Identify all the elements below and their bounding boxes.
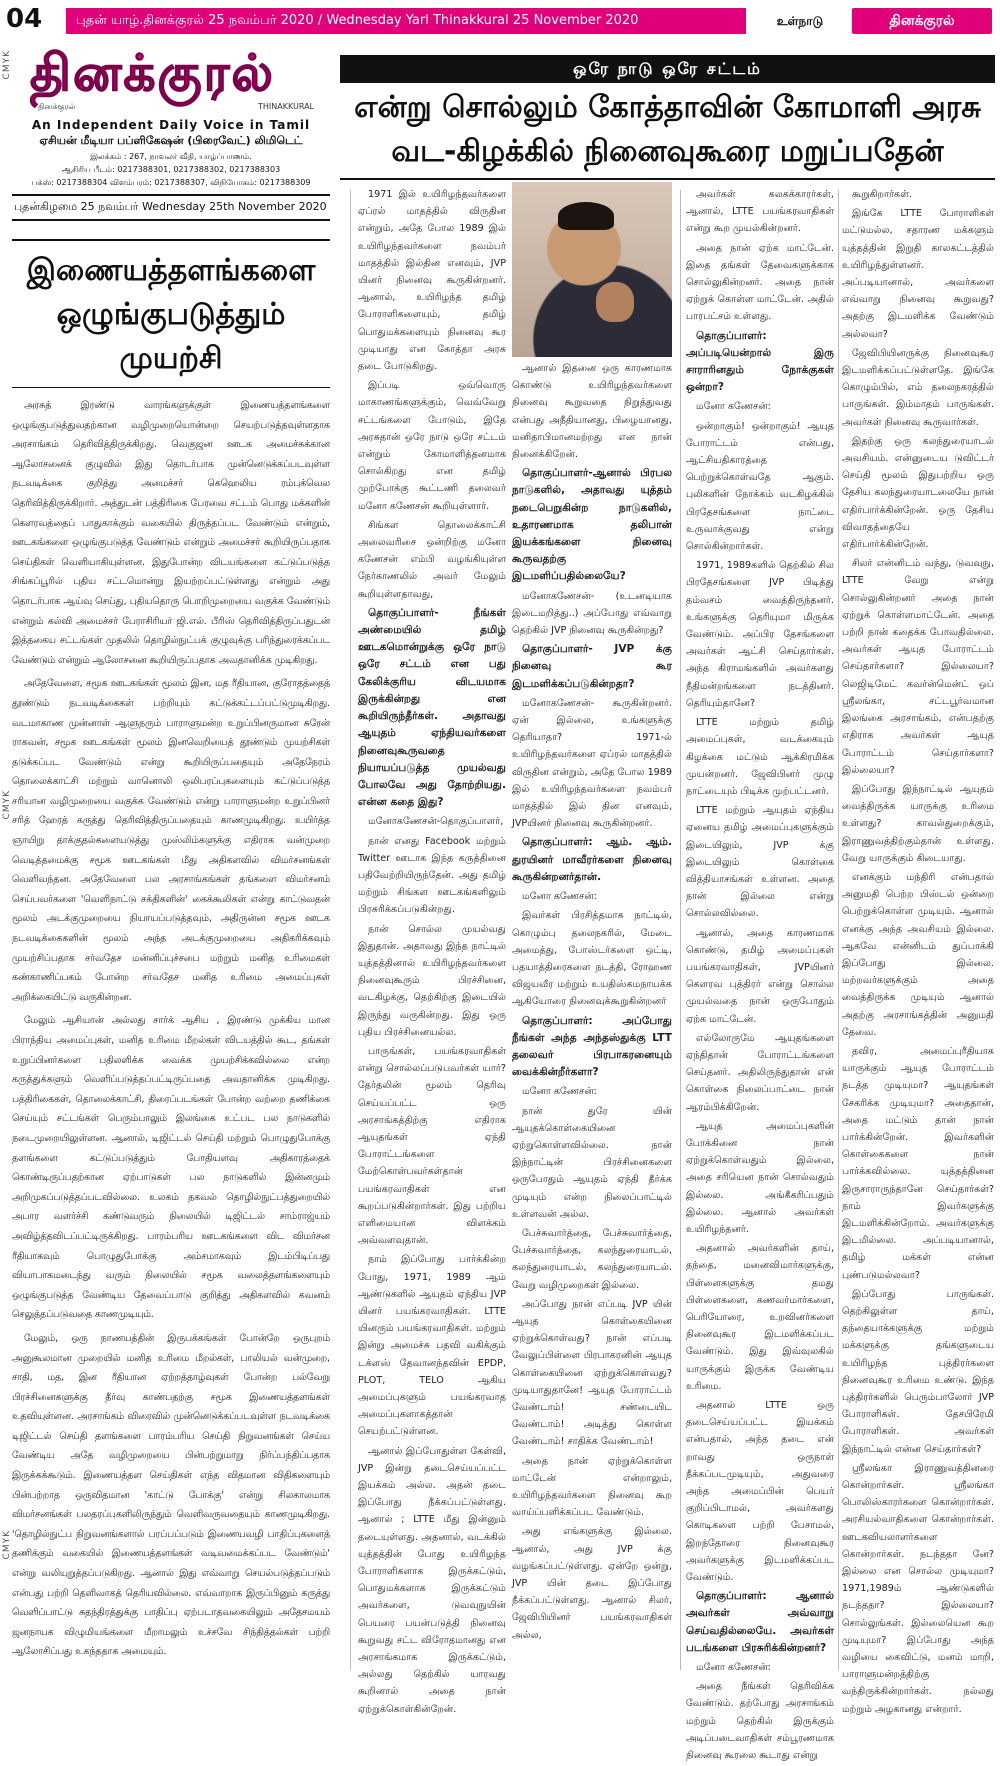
article-column-2 bbox=[512, 360, 672, 1646]
page-number: 04 bbox=[6, 4, 43, 34]
article-paragraph: LTTE மற்றும் தமிழ் அமைப்புகள், வடக்கையும் கிழக்கை மட்டும் ஆக்கிரமிக்க முயன்றனர். ஜேவிபினர் முழு நாட்டையும் பிடிக்க முற்பட்டனர். bbox=[686, 717, 834, 797]
speaker-label: மனோகணேசன்- (உடனடியாக இடைமறித்து..) அப்போது எவ்வாறு தெற்கில் JVP நினைவு கூருகின்றது? bbox=[512, 590, 672, 637]
article-paragraph: எல்லோருமே ஆயுதங்களை ஏந்திதான் போராட்டங்களை செய்தனர். அதிலிருந்துதான் என் கொள்கை நிலைப்பாட்டை நான் ஆரம்பிக்கிறேன். bbox=[686, 1032, 834, 1113]
interview-question: தொகுப்பாளர்: அப்படியென்றால் இரு சாராரினதும் நோக்குகள் ஒன்றா? bbox=[686, 329, 834, 394]
article-paragraph: இப்போது பாருங்கள். தெற்கிலுள்ள தாய், தந்தையாக்களுக்கு மற்றும் மக்களுக்கு தங்களுடைய உயிரிழந்த புத்திரர்களை நினைவுகூர உரிமை உண்டு. இந்த புத்திரர்களில் பெரும்பாலோர் JVP போராளிகள். தேசபிரேமி போராளிகள். அவர்கள் இந்நாட்டில் என்ன செய்தார்கள்? bbox=[842, 1288, 994, 1455]
article-paragraph: ஜேவிபியினருக்கு நினைவுகூர இடமளிக்கப்பட்டுள்ளதே. இங்கே கொழும்பில், எம் தலைநகரத்தில் பாருங்கள். இம்மாதம் பாருங்கள். அவர்கள் நினைவு கூருவார்கள். bbox=[842, 347, 994, 428]
article-paragraph: ஸ்ரீலங்கா இராணுவத்தினரை கொன்றார்கள். ஸ்ரீலங்கா பொலிஸ்காரர்களை கொன்றார்கள். அரசியல்வாதிகளை கொன்றார்கள். ஊடகவியலாளர்களை கொன்றார்கள். நடந்ததா னே? இல்லை என சொல்ல முடியுமா? 1971,1989ம் ஆண்டுகளில் நடந்ததா? இல்லையா? சொல்லுங்கள். இல்லையென கூற முடியுமா? இப்போது அந்த வழியை கைவிட்டு, மனம் மாறி, பாராளுமன்றத்திற்கு வந்திருக்கின்றார்கள். நல்லது மற்றும் அழகானது என்றார். bbox=[842, 1462, 994, 1715]
article-paragraph: LTTE மற்றும் ஆயுதம் ஏந்திய ஏனைய தமிழ் அமைப்புகளுக்கும் இடையிலும், JVP க்கு இடையிலும் கொள்கை வித்தியாசங்கள் உள்ளன. அதை நான் இல்லை என்று சொல்லவில்லை. bbox=[686, 805, 834, 920]
article-paragraph: அதை நான் ஏற்க மாட்டேன். இதை தங்கள் தேவைகளுக்காக சொல்லுகின்றனர். அதை நான் ஏற்றுக் கொள்ள மாட்டேன். அதில் பாரபட்சம் உள்ளது. bbox=[686, 242, 834, 323]
article-paragraph: அவர்கள் கலகக்காரர்கள், ஆனால், LTTE பயங்கரவாதிகள் என்று கூற முயல்கின்றனர். bbox=[686, 189, 834, 235]
article-paragraph: அது எங்களுக்கு இல்லை. ஆனால், அது JVP க்கு வழங்கப்பட்டுள்ளது. ஏன்றே ஒன்று, JVP யின் தடை இப்போது நீக்கப்பட்டுள்ளது. ஆனால் சிலர், ஜேவிபியினர் பயங்கரவாதிகள் அல்ல, bbox=[512, 1526, 672, 1641]
article-paragraph: நான் சொல்ல முயல்வது இதுதான். அதாவது இந்த நாட்டில் யுத்தத்தினால் உயிரிழந்தவர்களை நினைவுகூரும் பிரச்சினை, வடகிழக்கு, தெற்கிற்கு இடையில் இருந்து வருகின்றது. இது ஒரு புதிய பிரச்சினையல்ல. bbox=[358, 923, 506, 1038]
publisher-address: இலக்கம் : 267, நாவலர் வீதி, யாழ்ப்பாணம். bbox=[90, 152, 252, 161]
article-paragraph: ஆயுத அமைப்புகளின் போக்கினை நான் ஏற்றுக்கொள்வதும் இல்லை, அதை சரியென நான் சொல்வதும் இல்லை. அங்கீகரிப்பதும் இல்லை. ஆனால் அவர்கள் உயிரிழந்தனர். bbox=[686, 1120, 834, 1235]
article-paragraph: 1971 இல் உயிரிழந்தவர்களை ஏப்ரல் மாதத்தில் விருதின என்றும், அதே போல 1989 இல் உயிரிழந்தவர்களை நவம்பர் மாதத்தில் இல்தின எனவும், JVP யினர் நினைவு கூருகின்றனர். ஆனால், உயிரிழந்த தமிழ் போராளிகளையும், தமிழ் பொதுமக்களையும் நினைவு கூர முடியாது என கோத்தா அரசு தடை போடுகிறது. bbox=[358, 189, 506, 373]
column-rule bbox=[680, 190, 681, 1670]
interview-question: தொகுப்பாளர்- JVP க்கு நினைவு கூர இடமளிக்கப்படுகின்றதா? bbox=[512, 643, 672, 690]
publisher-phone: ஆசிரிய பீடம்: 0217388301, 0217388302, 0217388303 bbox=[61, 165, 281, 174]
article-paragraph: 1971, 1989களில் தெற்கில் சில பிரதேசங்களை JVP பிடித்து தம்வசம் வைத்திருந்தனர். உங்களுக்கு தெரியுமா மிருக்க வேண்டும். அப்பிர தேசங்களை அவர்கள் ஆட்சி செய்தார்கள். அந்த கிராமங்களில் அவர்களது நீதிமன்றங்களை நடத்தினர். தெரியும்தானே? bbox=[686, 560, 834, 709]
masthead-logo-small: தினக்குரல் bbox=[38, 102, 76, 111]
article-photo bbox=[512, 182, 672, 357]
editorial-paragraph: அதேவேளை, சமூக ஊடகங்கள் மூலம் இன, மத ரீதியான, குரோதத்தைத் தூண்டும் நடவடிக்கைகள் பற்றியும் கட்டுக்கட்டப்பட்டுமுடிகிறது. வடமாகாண முன்னாள் ஆளுநரும் பாராளுமன்ற உறுப்பினருமான சுரேன் ராகவன், சமூக ஊடகங்கள் மூலம் இனவெறியைத் தூண்டும் முயற்சிகள் தடுக்கப்பட வேண்டும் என்று கூறியிருப்பதையும் அதேநேரம் தொலைக்காட்சி மற்றும் வானொலி ஒலிபரப்புகளையும் கட்டுப்படுத்த சரியான வழிமுறையை வகுக்க வேண்டும் என்று பாராளுமன்ற உறுப்பினர் சரித் ஹேரத் கருத்து தெரிவித்திருப்பதையும் காணமுடிகிறது. உயிர்த்த ஞாயிறு தாக்குதல்களையடுத்து முஸ்லிம்களுக்கு எதிராக வன்முறை வெடித்தமைக்கு சமூக ஊடகங்கள் மீது அதிகளவில் விமர்சனங்கள் வெளிவந்தன. அதேவேளை பல அரசாங்கங்கள் தங்களை விமர்சனம் செய்பவர்களை 'வெளிநாட்டு சக்திகளின்' கைக்கூலிகள் என்று காட்டுவதன் மூலம் அடக்குமுறையை நியாயப்படுத்தவும், அதிருன்ன சமூக ஊடக நடவடிக்கைகளின் மூலம் அந்த அடக்குமுறையை அதிகரிக்கவும் முயற்சிப்பதாக சர்வதேச மன்னிப்புச்சபை மற்றும் மனித உரிமைகள் கண்காணிப்பகம் போன்ற சர்வதேச மனித உரிமை அமைப்புகள் அறிக்கையிட்டு வருகின்றன. bbox=[12, 678, 330, 1003]
article-paragraph: அதை நீங்கள் தெரிவிக்க வேண்டும். தற்போது அரசாங்கம் மற்றும் தெற்கில் இருக்கும் அடிப்படைவாதிகள் சம்பூரணமாக நினைவு கூரலை கூடாது என்று bbox=[686, 1681, 834, 1762]
section-label: உள்நாடு bbox=[776, 14, 824, 28]
article-paragraph: இங்கே LTTE போராளிகள் மட்டுமல்ல, சதாரண மக்களும் யுத்தத்தின் இறுதி காலகட்டத்தில் உயிரிழந்துள்ளனர். அப்படியானால், அவர்களை எவ்வாறு நினைவு கூறுவது? அதற்கு இடமளிக்க வேண்டும் அல்லவா? bbox=[842, 208, 994, 340]
article-column-3 bbox=[686, 186, 834, 1766]
interview-question: தொகுப்பாளர்: ஆனால் அவர்கள் அவ்வாறு செய்வதில்லையே. அவர்கள் படங்களை பிரசுரிக்கின்றனர்? bbox=[686, 1590, 834, 1654]
divider bbox=[340, 178, 995, 180]
article-paragraph: ஆனால், அதை காரணமாக கொண்டு, தமிழ் அமைப்புகள் பயங்கரவாதிகள், JVPயினர் கௌரவ புத்திரர் என்று சொல்ல முயல்வதை நான் ஒருபோதும் ஏற்க மாட்டேன். bbox=[686, 927, 834, 1025]
article-paragraph: சிலர் என்னிடம் வந்து, டுவவுநு, LTTE வேறு என்று சொல்லுகின்றனர் அதை நான் ஏற்றுக் கொள்ளமாட்டேன். அதை பற்றி நான் கதைக்க போவதில்லை. அவர்கள் ஆயுத போராட்டம் செய்தார்களா? இல்லையா? லெஜிடிமேட் கவர்ன்மென்ட் ஒப் ஸ்ரீலங்கா, சட்டபூர்வமான இலங்கை அரசாங்கம், என்பதற்கு எதிராக அவர்கள் ஆயுத போராட்டம் செய்தார்களா? இல்லையா? bbox=[842, 558, 994, 776]
publisher-fax: பக்ஸ்: 0217388304 விளம்பரம்: 0217388307, விநியோகம்: 0217388309 bbox=[31, 178, 311, 187]
interview-question: தொகுப்பாளர்-ஆனால் பிரபல நாடுகளில், அதாவது யுத்தம் நடைபெறுகின்ற நாடுகளில், உதாரணமாக தலிபான் இயக்கங்களை நினைவு கூருவதற்கு இடமளிப்பதில்லையே? bbox=[512, 467, 672, 583]
article-paragraph: அப்போது நான் எப்படி JVP யின் ஆயுத கொள்கையினை ஏற்றுக்கொள்வது? நான் எப்படி வேலுப்பிள்ளை பிரபாகரனின் ஆயுத கொள்கையினை ஏற்றுக்கொள்வது? முடியாதுதானே! ஆயுத போராட்டம் வேண்டாம்! சண்டையிட வேண்டாம்! அடித்து கொள்ள வேண்டாம்! சாதிக்க வேண்டாம்! bbox=[512, 1298, 672, 1448]
article-paragraph: ஒன்றாகும்! ஒன்றாகும்! ஆயுத போராட்டம் என்பது, ஆட்சியதிகாரத்தை பெற்றுக்கொள்வதே ஆகும். புலிகளின் நோக்கம் வடகிழக்கில் பிரதேசங்களை நாட்டை உருவாக்குவது என்று சொல்கின்றார்கள். bbox=[686, 420, 834, 553]
column-rule bbox=[350, 190, 351, 1670]
editorial-headline-line-2: ஒழுங்குபடுத்தும் முயற்சி bbox=[56, 297, 286, 376]
editorial-paragraph: மேலும் ஆசியான் அல்லது சார்க் ஆசிய , இரண்டு முக்கிய மான பிராந்திய அமைப்புகள், மனித உரிமை மீறல்கள் விடயத்தில் கூட, தங்கள் உறுப்பினர்களை பதிலளிக்க வைக்க முயற்சிக்கவில்லை என்ற கருத்துக்களும் வெளிப்படுத்தப்பட்டிருப்பதை அவதானிக்க முடிகிறது. பத்திரிகைகள், தொலைக்காட்சி, திரைப்படங்கள் போன்ற வற்றை தணிக்கை செய்யும் சட்டங்கள் பெரும்பாலும் இலங்கை உட்பட பல நாடுகளில் நடைமுறையிலுள்ளன. ஆனால், டிஜிட்டல் செய்தி மற்றும் பொழுதுபோக்கு தளங்களை கட்டுப்படுத்தும் போதியளவு அதிகாரத்தைக் கொண்டிருப்பதற்கான ஏற்பாடுகள் பல நாடுகளில் இன்னமும் அறிமுகப்படுத்தப்படவில்லை. உலகம் தகவல் தொழில்நுட்பத்துறையில் அபார வளர்ச்சி கண்டுவரும் நிலையில் டிஜிட்டல் சாம்ராஜ்யம் அவிழ்த்தவிடப்பட்டிருக்கிறது. பாரம்பரிய ஊடகங்களை விட விமர்சன ரீதியாகவும் பொழுதுபோக்கு அம்சமாகவும் இடம்பிடிப்பது வியாபாகமடைந்து வரும் நிலையில் சமூக வலைத்தளங்களையும் ஒழுங்குபடுத்த வேண்டிய தேவைப்பாடு குறித்து அதிகளவில் கவனம் செலுத்தப்படுவதை காணமுடியும். bbox=[12, 1015, 330, 1321]
editorial-paragraph: அரசுத் இரண்டு வாரங்களுக்குள் இணையத்தளங்களை ஒழுங்குபடுத்துவதற்கான வழிமுறையொன்றை செயற்படுத்தவுள்ளதாக அரசாங்கம் தெரிவித்திருக்கிறது. வெகுஜன ஊடக அமைச்சுக்கான ஆலோசனைக் குழுவில் இது தொடர்பாக முன்னெடுக்கப்படவுள்ள நடவடிக்கை குறித்து அமைச்சர் கெஹெலிய ரம்புக்வெல தெரிவித்திருக்கிறார். அத்துடன் பத்திரிகை பேரவை சட்டம் பொது மக்களின் கௌரவத்தைப் பாதுகாக்கும் வகையில் திருத்தப்பட வேண்டும் என்றும், ஊடகங்களை ஒழுங்குபடுத்த வேண்டும் என்றும் அமைச்சர் கூறியிருப்பதாக செய்திகள் வெளியாகியுள்ளன. இதுபோன்ற விடயங்களை கட்டுப்படுத்த சிங்கப்பூரில் புதிய சட்டமொன்று இயற்றப்பட்டுள்ளது என்றும் அது தொடர்பாக ஆய்வு செய்து, புதியதொரு பொறிமுறையை வகுக்க வேண்டும் என்றும் கல்வி அமைச்சர் பேராசிரியர் ஜி.எல். பீரிஸ் தெரிவித்திருப்பதுடன் இத்தகைய சட்டங்கள் முதலில் தொழில்நுட்பக் குழுவுக்கு பரிந்துரைக்கப்பட வேண்டும் என்றும் ஆலோசனை கூறியிருப்பதாக அவதானிக்க முடிகிறது. bbox=[12, 400, 330, 666]
cmyk-mark: CMYK bbox=[2, 790, 12, 820]
publisher-name: ஏசியன் மீடியா பப்ளிகேஷன் (பிரைவேட்) லிமிடெட் bbox=[39, 134, 303, 147]
speaker-label: மனோ கணேசன்: bbox=[696, 1662, 771, 1674]
article-paragraph: பேச்சுவார்த்தை, பேச்சுவார்த்தை, பேச்சுவார்த்தை, கலந்துரையாடல், கலந்துரையாடல், கலந்துரையாடல். வேறு வழிமுறைகள் இல்லை. bbox=[512, 1227, 672, 1291]
article-paragraph: இப்படி ஒவ்வொரு மாகாணங்களுக்கும், வெவ்வேறு சட்டங்களை போடும், இதே அரசுதான் ஒரே நாடு ஒரே சட்டம் என்றும் கோமாளித்தனமாக சொல்கிறது என தமிழ் முற்போக்கு கூட்டணி தலைவர் மனோ கணேசன் கூறியுள்ளார். bbox=[358, 380, 506, 512]
article-paragraph: அதை நான் ஏற்றுக்கொள்ள மாட்டேன் என்றாலும், உயிரிழந்தவர்களை நினைவு கூற வாய்ப்பளிக்கப்பட வேண்டும். bbox=[512, 1455, 672, 1519]
article-paragraph: அதனால் LTTE ஒரு தடைசெய்யப்பட்ட இயக்கம் என்பதால், அந்த தடை என் றாவது ஒருநாள் நீக்கப்படமுடியும், அதுவரை அந்த அமைப்பின் பெயர் குறிப்பிடாமல், அவர்களது கொடிகளை பற்றி பேசாமல், இறந்தோரை நினைவுகூர அவர்களுக்கு இடமளிக்கப்பட வேண்டும். bbox=[686, 1400, 834, 1584]
masthead-tagline: An Independent Daily Voice in Tamil bbox=[31, 118, 311, 132]
interview-question: தொகுப்பாளர்: ஆம். ஆம். துரயினர் மாவீரர்களை நினைவு கூருகின்றனர்தான். bbox=[512, 836, 672, 883]
speaker-label: மனோகணேசன்-தொகுப்பாளர், bbox=[368, 816, 504, 828]
article-paragraph: நாம் இப்போது பார்க்கின்ற போது, 1971, 1989 ஆம் ஆண்டுகளில் ஆயுதம் ஏந்திய JVP யினர் பயங்கரவாதிகள். LTTE யினரும் பயங்கரவாதிகள். மற்றும் இன்று அமைச்சு பதவி வகிக்கும் டக்ளஸ் தேவானந்தவின் EPDP, PLOT, TELO ஆகிய அமைப்புகளும் பயங்கரவாத அமைப்புகளாகத்தான் செயற்பட்டுள்ளன. bbox=[358, 1254, 506, 1438]
article-paragraph: இவர்கள் பிரசித்தமாக நாட்டில், கொழும்பு தலைநகரில், மேடை அமைத்து, போஸ்டர்களை ஒட்டி, பதயாத்திரைகளை நடத்தி, ரோஹண விஜயவீர மற்றும் உயதிஸ்கமநாயக்க ஆகியோரை நினைவுக்கூறுகின்றனர் bbox=[512, 910, 672, 1008]
article-paragraph: ஆனால் இப்போதுள்ள கேள்வி, JVP இன்று தடைசெய்யப்பட்ட இயக்கம் அல்ல. அதன் தடை இப்போது நீக்கப்பட்டுள்ளது. ஆனால் ; LTTE மீது இன்னும் தடையுள்ளது. அதனால், வடக்கில் யுத்தத்தின் போது உயிரிழந்த போராளிகளாக இருக்கட்டும், பொதுமக்களாக இருக்கட்டும் அவர்களை, டுவவுநுயின் பெயரை பயன்படுத்தி நினைவு கூறுவது சட்ட விரோதமானது என அரசாங்கமாக இருக்கட்டும், அல்லது தெற்கில் யாரவது கூறினால் அதை நான் ஏற்றுக்கொள்கின்றேன். bbox=[358, 1445, 506, 1715]
article-paragraph: இப்போது இந்நாட்டில் ஆயுதம் வைத்திருக்க யாருக்கு உரிமை உள்ளது? காவல்துறைக்கும், இராணுவத்திற்கும்தான் உள்ளது. வேறு யாருக்கும் கிடையாது. bbox=[842, 783, 994, 864]
speaker-label: மனோ கணேசன்: bbox=[522, 891, 597, 903]
article-paragraph: இதற்கு ஒரு கலந்துரையாடல் அவசியம். என்னுடைய டுவிட்டர் செய்தி மூலம் இதுபற்றிய ஒரு தேசிய கலந்துரையாடலையே நான் எதிர்பார்க்கின்றேன். ஒரு தேசிய விவாதத்தையே எதிர்பார்க்கின்றேன். bbox=[842, 435, 994, 551]
article-paragraph: தவிர, அமைப்புரீதியாக யாருக்கும் ஆயுத போராட்டம் நடத்த முடியுமா? ஆயுதங்கள் சேகரிக்க முடியுமா? அதைதான், அதை மட்டும் தான் நான் பார்க்கின்றேன். இவர்களின் கொள்கைகளை நான் பார்க்கவில்லை. யுத்தத்தினை இருசாராருந்தானே செய்தார்கள்? நாம் இவர்களுக்கு இடமளிக்கின்றோம். அவர்களுக்கு இடமில்லை. அப்படியானால், தமிழ் மக்கள் என்ன புண்படுமல்லவா? bbox=[842, 1045, 994, 1281]
speaker-label: மனோகணேசன்- கூருகின்றனர். ஏன் இல்லை, உங்களுக்கு தெரியாதா? 1971-ல் உயிரிழந்தவர்களை ஏப்ரல் மாதத்தில் விருதின என்றும், அதே போல 1989 இல் உயிரிழந்தவர்களை நவம்பர் மாதத்தில் இல் தின எனவும், JVPயினர் நினைவு கூருகின்றனர். bbox=[512, 697, 672, 830]
editorial-paragraph: மேலும், ஒரு நாணயத்தின் இருபக்கங்கள் போன்றே ஒருபுறம் அனுகூலமான முறையில் மனித உரிமை மீறல்கள், பாலியல் வன்முறை, சாதி, மத, இன ரீதியான ஏற்றத்தாழ்வுகள் போன்ற பல்வேறு பிரச்சினைகளுக்கு தீர்வு காண்பதற்கு சமூக இணையத்தளங்கள் உதவியுள்ளன. அரசாங்கம் விரைவில் முன்னெடுக்கப்படவுள்ள நடவடிக்கை டிஜிட்டல் செய்தி தளங்களை பாரம்பரிய செய்தி நிறுவனங்கள் செய்ய வேண்டிய அதே வழிமுறையை பின்பற்றுமாறு நிர்ப்பந்திப்பதாக இருக்கக்கூடும். இணையத்தள செய்திகள் எந்த விதமான விதிகளையும் பின்பற்றாத ஒருவிதமான 'காட்டு போக்கு' என்று சிலகாலமாக விமர்சனங்கள் பலதரப்புகளிலிருந்தும் வெளிவருவதையும் காணமுடிகிறது. 'தொழில்நுட்ப நிறுவனங்களால் பரப்பப்படும் இணையவழி பாதிப்புகளைத் தணிக்கும் வகையில் இணையத்தளங்கள் வடிவமைக்கப்பட வேண்டும்' என்று வலியுறுத்தப்படுகிறது. ஆனால் இது எவ்வாறு செயல்படுத்தப்படும் என்பது பற்றி தெளிவாகத் தெரியவில்லை. எவ்வாறாக இருப்பினும் கருத்து வெளிப்பாட்டு சுதந்திரத்துக்கு பாதிப்பு ஏற்படாதவகையிலும் அதேசமயம் ஜனநாயக விழுமியங்களை மீறாமலும் உச்சவே சிந்தித்தல்கள் பற்றி ஆலோசிப்பது உகந்ததாக அமையும். bbox=[12, 1332, 330, 1658]
article-paragraph: எனக்கும் மந்திரி என்பதால் அனுமதி பெற்ற பிஸ்டல் ஒன்றை பெற்றுக்கொள்ள முடியும். ஆனால் எனக்கு அந்த அவசியம் இல்லை. ஆகவே என்னிடம் துப்பாக்கி இப்போது இல்லை. மற்றவர்களுக்கும் அதை வைத்திருக்க முடியும் ஆனால் அதற்கு அரசாங்கத்தின் அனுமதி தேவை. bbox=[842, 871, 994, 1038]
brand-logo: தினக்குரல் bbox=[852, 8, 992, 34]
editorial-headline-line-1: இணையத்தளங்களை bbox=[26, 253, 316, 288]
editorial-headline bbox=[12, 239, 330, 381]
masthead-date: புதன்கிழமை 25 நவம்பர் Wednesday 25th November 2020 bbox=[12, 194, 330, 221]
divider bbox=[12, 387, 330, 388]
top-strip bbox=[0, 0, 1000, 40]
article-paragraph: கூறுகிறார்கள். bbox=[852, 189, 912, 200]
article-headline-line-2: வட-கிழக்கில் நினைவுகூரை மறுப்பதேன் bbox=[391, 134, 944, 169]
article-kicker: ஒரே நாடு ஒரே சட்டம் bbox=[340, 55, 995, 83]
masthead-logo-english: THINAKKURAL bbox=[257, 102, 314, 111]
article-paragraph: அதனால் அவர்களின் தாய், தந்தை, மனைவிமார்களுக்கு, பிள்ளைகளுக்கு தமது பிள்ளைகளை, கணவர்மார்களை, பெரியோரை, உறவினர்களை நினைவுகூர இடமளிக்கப்பட வேண்டும். இது இவ்வுலகில் யாருக்கும் இருக்க வேண்டிய உரிமை. bbox=[686, 1243, 834, 1392]
article-column-4 bbox=[842, 186, 994, 1720]
article-paragraph: சிங்கள தொலைக்காட்சி அலைவரிசை ஒன்றிற்கு மனோ கணேசன் எம்பி வழங்கியுள்ள நேர்காணலில் அவர் மேலும் கூறியுள்ளதாவது, bbox=[358, 519, 506, 600]
article-column-1 bbox=[358, 186, 506, 1720]
speaker-label: மனோ கணேசன்: bbox=[696, 401, 771, 413]
interview-question: தொகுப்பாளர்- நீங்கள் அண்மையில் தமிழ் ஊடகமொன்றுக்கு ஒரே நாடு ஒரே சட்டம் என பது கேலிக்குரிய விடயமாக இருக்கின்றது என கூறியிருந்தீர்கள். அதாவது ஆயுதம் ஏந்தியவர்களை நினைவுகூருவதை நியாயப்படுத்த முயல்வது போலவே அது தோற்றியது. என்ன கதை இது? bbox=[358, 606, 506, 809]
editorial-body bbox=[12, 396, 330, 1662]
interview-question: தொகுப்பாளர்: அப்போது நீங்கள் அந்த அந்தஸ்துக்கு LTT தலைவர் பிரபாகரனையும் வைக்கின்றீர்களா? bbox=[512, 1014, 672, 1079]
left-column bbox=[12, 44, 330, 1672]
cmyk-mark: CMYK bbox=[2, 1530, 12, 1560]
article-paragraph: பாருங்கள், பயங்கரவாதிகள் என்று சொல்லப்படுபவர்கள் யார்? தேர்தலின் மூலம் தெரிவு செய்யப்பட்ட ஒரு அரசாங்கத்திற்கு எதிராக ஆயுதங்கள் ஏந்தி போராட்டங்களை மேற்கொள்பவர்கள்தான் பயங்கரவாதிகள் என கூறப்படுகின்றார்கள். இது பற்றிய எளிமையான விளக்கம் அவ்வளவுதான். bbox=[358, 1045, 506, 1247]
masthead-logo: தினக்குரல் bbox=[30, 43, 275, 102]
speaker-label: மனோ கணேசன்: bbox=[522, 1086, 597, 1098]
article-paragraph: நான் எனது Facebook மற்றும் Twitter ஊடாக இந்த கருத்தினை பதிவேற்றியிருந்தேன். அது தமிழ் மற்றும் சிங்கள ஊடகங்களிலும் பிரசுரிக்கப்படுகின்றது. bbox=[358, 835, 506, 916]
article-headline bbox=[340, 86, 995, 174]
masthead bbox=[12, 44, 330, 114]
article-paragraph: ஆனால் இதனை ஒரு காரணமாக கொண்டு உயிரிழந்தவர்களை நினைவு கூறுவதை நிறுத்துவது என்பது அநீதியானது, பிழையானது, மனிதாபிமானமற்றது என நான் நினைக்கிறேன். bbox=[512, 363, 672, 461]
cmyk-mark: CMYK bbox=[2, 50, 12, 80]
article-paragraph: நான் துரே யின் ஆயுதக்கொள்கையினை ஏற்றுகொள்ளவில்லை. நான் இந்நாட்டின் பிரச்சினைகளை ஒருபோதும் ஆயுதம் ஏந்தி தீர்க்க முடியும் என்ற நிலைப்பாட்டில் உள்ளவன் அல்ல. bbox=[512, 1105, 672, 1220]
column-rule bbox=[838, 190, 839, 1670]
article-headline-line-1: என்று சொல்லும் கோத்தாவின் கோமாளி அரசு bbox=[354, 90, 981, 125]
dateline-bar: புதன் யாழ்.தினக்குரல் 25 நவம்பர் 2020 / Wednesday Yarl Thinakkural 25 November 2020 bbox=[66, 8, 746, 34]
